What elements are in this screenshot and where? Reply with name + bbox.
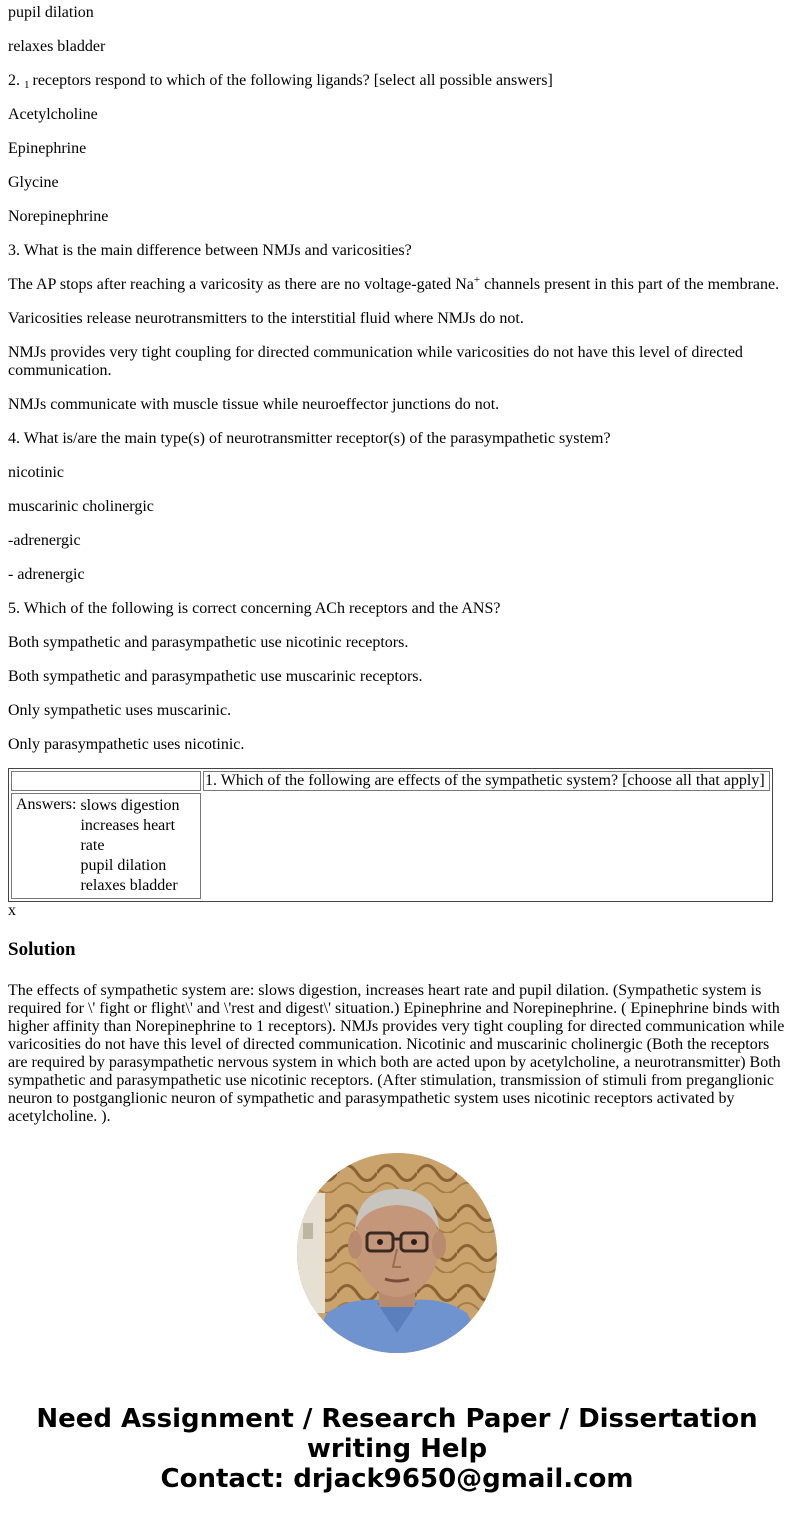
table-blank-cell xyxy=(11,771,201,791)
q4-question: 4. What is/are the main type(s) of neurotransmitter receptor(s) of the parasympathetic system? xyxy=(8,430,611,447)
q3-option1-after: channels present in this part of the membrane. xyxy=(480,276,780,293)
q3-option: NMJs provides very tight coupling for directed communication while varicosities do not have this level of directed communication. xyxy=(8,344,743,379)
q5-question: 5. Which of the following is correct concerning ACh receptors and the ANS? xyxy=(8,600,501,617)
q3-option1-sup: + xyxy=(473,274,481,286)
answer-item: slows digestion xyxy=(80,797,180,814)
avatar-portrait-icon xyxy=(297,1153,497,1353)
answer-item: relaxes bladder xyxy=(80,877,178,894)
help-banner xyxy=(0,1404,794,1494)
q3-question: 3. What is the main difference between NMJs and varicosities? xyxy=(8,242,412,259)
q4-option: - adrenergic xyxy=(8,566,85,583)
answer-item: increases heart rate xyxy=(80,817,176,854)
q2-option: Norepinephrine xyxy=(8,208,109,225)
q3-option1-before: The AP stops after reaching a varicosity as there are no voltage-gated Na xyxy=(8,276,474,293)
q4-option: muscarinic cholinergic xyxy=(8,498,154,515)
q3-option: Varicosities release neurotransmitters to the interstitial fluid where NMJs do not. xyxy=(8,310,524,327)
answer-item: pupil dilation xyxy=(80,857,167,874)
q2-question xyxy=(8,72,786,90)
table-empty-cell xyxy=(203,793,770,899)
q5-option: Both sympathetic and parasympathetic use nicotinic receptors. xyxy=(8,634,409,651)
banner-contact[interactable]: Contact: drjack9650@gmail.com xyxy=(160,1464,634,1494)
q2-subscript: 1 xyxy=(24,79,30,91)
x-mark: x xyxy=(8,902,16,919)
answers-list xyxy=(79,796,197,896)
q2-text: receptors respond to which of the following ligands? [select all possible answers] xyxy=(32,72,553,89)
solution-title: Solution xyxy=(8,939,76,960)
avatar xyxy=(297,1153,497,1353)
q5-option: Both sympathetic and parasympathetic use muscarinic receptors. xyxy=(8,668,423,685)
table-answers-cell xyxy=(11,793,201,899)
answers-table xyxy=(13,794,199,898)
q3-option: NMJs communicate with muscle tissue while neuroeffector junctions do not. xyxy=(8,396,500,413)
solution-text: The effects of sympathetic system are: slows digestion, increases heart rate and pupil dilation. (Sympathetic system is required for \' fight or flight\' and \'rest and digest\' situation.) Epinephrine and Norepinephrine. ( Epinephrine binds with higher affinity than Norepinephrine to 1 receptors). NMJs provides very tight coupling for directed communication while varicosities do not have this level of directed communication. Nicotinic and muscarinic cholinergic (Both the receptors are required by parasympathetic nervous system in which both are acted upon by acetylcholine, a neurotransmitter) Both sympathetic and parasympathetic use nicotinic receptors. (After stimulation, transmission of stimuli from preganglionic neuron to postganglionic neuron of sympathetic and parasympathetic system uses nicotinic receptors activated by acetylcholine. ). xyxy=(8,982,785,1125)
banner-line1: Need Assignment / Research Paper / Dissertation xyxy=(36,1404,758,1434)
q1-option-pupil-dilation: pupil dilation xyxy=(8,4,94,21)
q2-option: Acetylcholine xyxy=(8,106,98,123)
q2-option: Glycine xyxy=(8,174,59,191)
question-table xyxy=(8,768,773,902)
banner-line2: writing Help xyxy=(306,1434,488,1464)
q4-option: -adrenergic xyxy=(8,532,81,549)
q3-option-ap-stops xyxy=(8,276,786,294)
q5-option: Only sympathetic uses muscarinic. xyxy=(8,702,232,719)
q5-option: Only parasympathetic uses nicotinic. xyxy=(8,736,245,753)
answers-label: Answers: xyxy=(16,796,77,813)
q2-option: Epinephrine xyxy=(8,140,87,157)
q2-prefix: 2. xyxy=(8,72,20,89)
q4-option: nicotinic xyxy=(8,464,64,481)
table-question-cell: 1. Which of the following are effects of the sympathetic system? [choose all that apply] xyxy=(203,771,770,791)
q1-option-relaxes-bladder: relaxes bladder xyxy=(8,38,106,55)
